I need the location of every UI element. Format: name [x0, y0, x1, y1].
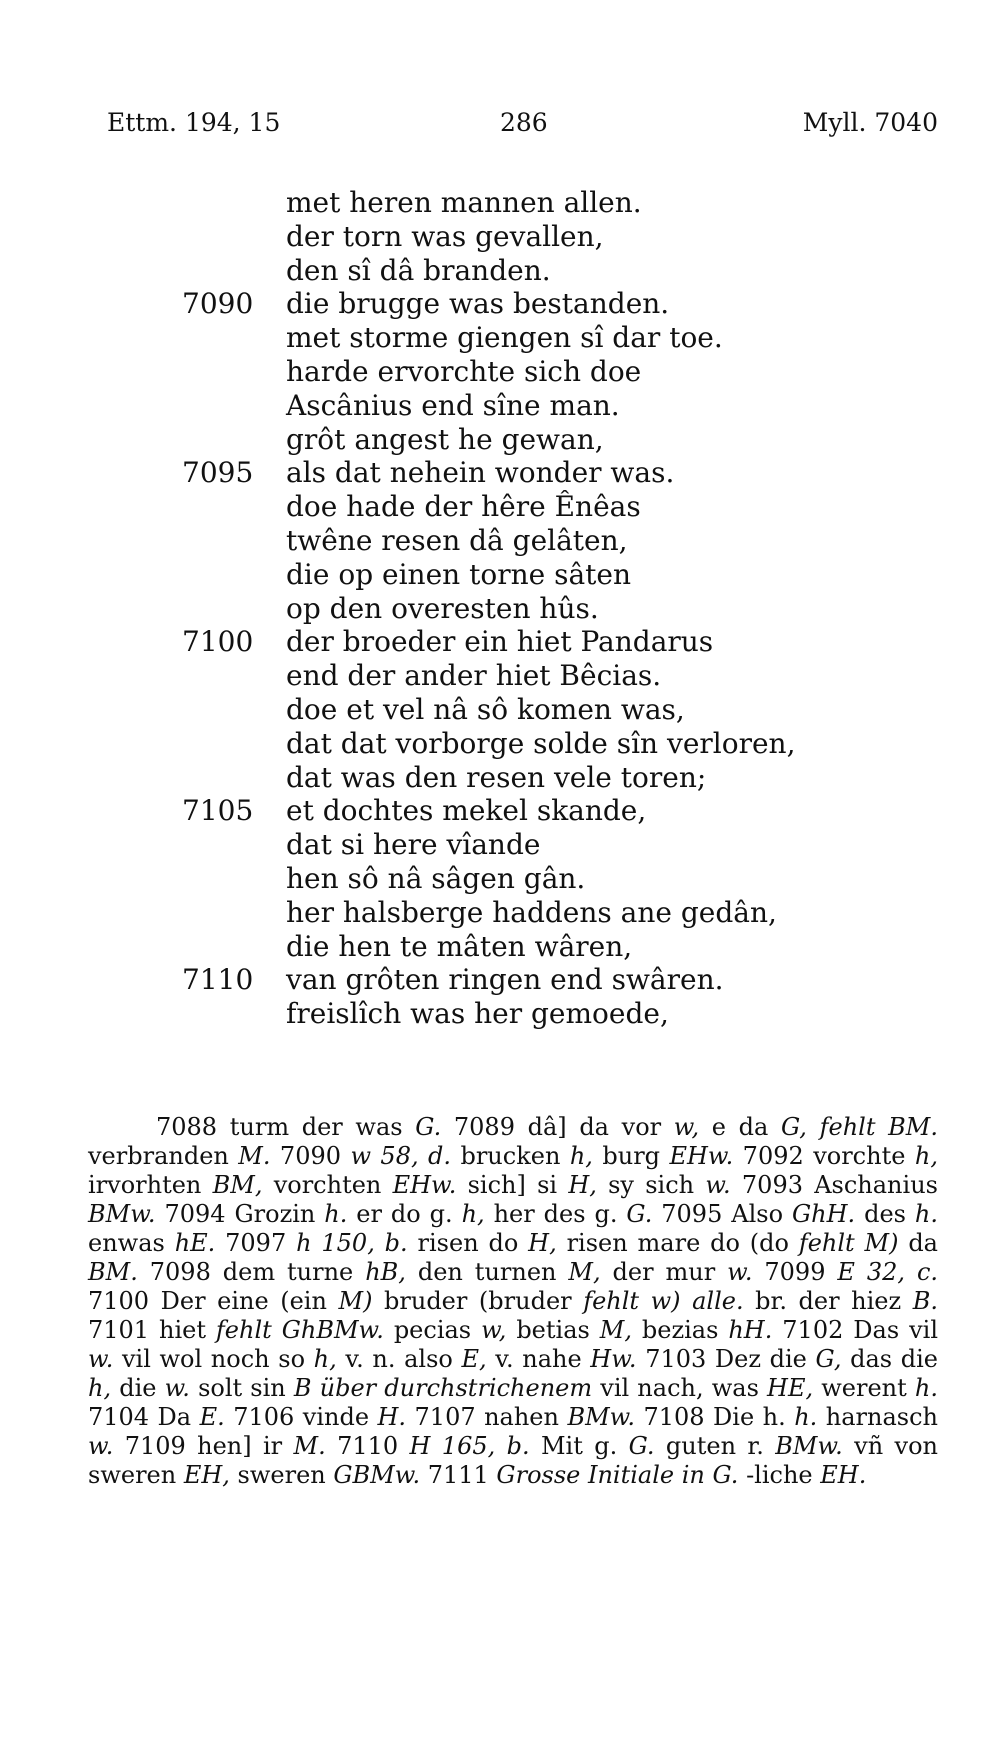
apparatus-siglum: w. — [88, 1432, 114, 1460]
apparatus-text: 7111 — [420, 1461, 497, 1489]
apparatus-siglum: Hw. — [590, 1345, 637, 1373]
verse-text: met storme giengen sî dar toe. — [286, 321, 723, 355]
apparatus-siglum: G, — [780, 1113, 807, 1141]
apparatus-text: sich] si — [456, 1171, 569, 1199]
apparatus-text: risen mare do (do — [556, 1229, 799, 1257]
apparatus-text: br. der hiez — [743, 1287, 913, 1315]
apparatus-siglum: M, — [568, 1258, 601, 1286]
verse-line — [0, 896, 1000, 930]
verse-line — [0, 558, 1000, 592]
apparatus-text: 7095 Also — [652, 1200, 792, 1228]
apparatus-siglum: h. — [324, 1200, 348, 1228]
verse-text: die brugge was bestanden. — [286, 287, 670, 321]
apparatus-siglum: h, — [313, 1345, 337, 1373]
apparatus-siglum: E, — [461, 1345, 487, 1373]
verse-line — [0, 693, 1000, 727]
apparatus-siglum: H 165, b. — [409, 1432, 530, 1460]
verse-text: Ascânius end sîne man. — [286, 388, 620, 422]
apparatus-siglum: Grosse Initiale in G. — [496, 1461, 739, 1489]
verse-text: met heren mannen allen. — [286, 186, 642, 219]
apparatus-text: 7107 nahen — [406, 1403, 568, 1431]
verse-line — [0, 220, 1000, 254]
verse-text: doe hade der hêre Ênêas — [286, 490, 641, 524]
apparatus-text: 7098 dem turne — [137, 1258, 366, 1286]
verse-text: twêne resen dâ gelâten, — [286, 523, 628, 557]
verse-number: 7095 — [182, 456, 254, 490]
apparatus-siglum: BM, — [212, 1171, 263, 1199]
apparatus-siglum: EHw. — [392, 1171, 457, 1199]
verse-text: dat si here vîande — [286, 828, 541, 862]
verse-text: den sî dâ branden. — [286, 253, 551, 287]
apparatus-siglum: hH. — [728, 1316, 773, 1344]
apparatus-siglum: B. — [912, 1287, 938, 1315]
apparatus-text: betias — [506, 1316, 600, 1344]
apparatus-siglum: M, — [599, 1316, 632, 1344]
verse-text: der broeder ein hiet Pandarus — [286, 625, 714, 659]
apparatus-siglum: GBMw. — [333, 1461, 421, 1489]
verse-line — [0, 389, 1000, 423]
verse-text: her halsberge haddens ane gedân, — [286, 895, 777, 929]
apparatus-text: 7102 Das vil — [772, 1316, 938, 1344]
apparatus-text: enwas — [88, 1229, 175, 1257]
apparatus-siglum: HE, — [767, 1374, 814, 1402]
verse-number: 7110 — [182, 963, 254, 997]
verse-text: freislîch was her gemoede, — [286, 997, 669, 1031]
apparatus-text: -liche — [738, 1461, 821, 1489]
apparatus-siglum: h. — [794, 1403, 818, 1431]
verse-number: 7090 — [182, 287, 254, 321]
verse-line — [0, 456, 1000, 490]
verse-text: van grôten ringen end swâren. — [286, 963, 724, 997]
verse-line — [0, 186, 1000, 220]
apparatus-siglum: H, — [568, 1171, 597, 1199]
verse-line — [0, 254, 1000, 288]
apparatus-text: die — [111, 1374, 165, 1402]
apparatus-siglum: G. — [626, 1200, 653, 1228]
apparatus-siglum: M) — [338, 1287, 373, 1315]
apparatus-siglum: w, — [673, 1113, 700, 1141]
verse-line — [0, 592, 1000, 626]
verse-text: der torn was gevallen, — [286, 219, 604, 253]
apparatus-text: 7110 — [325, 1432, 410, 1460]
apparatus-text: 7108 Die h. — [635, 1403, 795, 1431]
apparatus-text: 7106 vinde — [224, 1403, 378, 1431]
verse-text: doe et vel nâ sô komen was, — [286, 692, 685, 726]
apparatus-text: her des g. — [484, 1200, 627, 1228]
verse-line — [0, 930, 1000, 964]
verse-line — [0, 963, 1000, 997]
verse-text: hen sô nâ sâgen gân. — [286, 861, 586, 895]
apparatus-text: 7093 Aschanius — [730, 1171, 938, 1199]
apparatus-text: risen do — [407, 1229, 529, 1257]
apparatus-siglum: BM. — [88, 1258, 138, 1286]
apparatus-text: den turnen — [405, 1258, 569, 1286]
apparatus-siglum: w 58, d. — [350, 1142, 452, 1170]
verse-line — [0, 287, 1000, 321]
verse-text: die op einen torne sâten — [286, 557, 632, 591]
verse-line — [0, 862, 1000, 896]
verse-line — [0, 524, 1000, 558]
apparatus-paragraph — [88, 1113, 938, 1490]
verse-line — [0, 761, 1000, 795]
verse-line — [0, 727, 1000, 761]
apparatus-text: das die — [841, 1345, 938, 1373]
verse-text: die hen te mâten wâren, — [286, 929, 633, 963]
apparatus-siglum: hB, — [365, 1258, 406, 1286]
apparatus-text: 7099 — [752, 1258, 838, 1286]
apparatus-siglum: fehlt GhBMw. — [215, 1316, 384, 1344]
apparatus-text: 7097 — [215, 1229, 297, 1257]
verse-text: dat was den resen vele toren; — [286, 760, 707, 794]
verse-line — [0, 828, 1000, 862]
verse-line — [0, 625, 1000, 659]
apparatus-siglum: w. — [88, 1345, 114, 1373]
apparatus-text: sy sich — [596, 1171, 706, 1199]
apparatus-text — [807, 1113, 820, 1141]
verse-line — [0, 355, 1000, 389]
apparatus-siglum: E 32, c. — [837, 1258, 939, 1286]
apparatus-siglum: M. — [238, 1142, 271, 1170]
verse-number: 7100 — [182, 625, 254, 659]
apparatus-siglum: fehlt BM. — [819, 1113, 938, 1141]
apparatus-siglum: h. — [914, 1200, 938, 1228]
apparatus-text: vil nach, was — [592, 1374, 768, 1402]
verse-text: dat dat vorborge solde sîn verloren, — [286, 726, 796, 760]
running-header — [0, 108, 1000, 148]
verse-number: 7105 — [182, 794, 254, 828]
apparatus-text: sweren — [229, 1461, 334, 1489]
apparatus-text: burg — [592, 1142, 670, 1170]
apparatus-text: vorchten — [262, 1171, 393, 1199]
apparatus-text: v. nahe — [486, 1345, 591, 1373]
verse-text: et dochtes mekel skande, — [286, 794, 647, 828]
apparatus-siglum: w. — [727, 1258, 753, 1286]
apparatus-text: v. n. also — [336, 1345, 462, 1373]
apparatus-siglum: EHw. — [669, 1142, 734, 1170]
apparatus-siglum: E. — [199, 1403, 225, 1431]
apparatus-siglum: h, — [914, 1142, 938, 1170]
page-number: 286 — [500, 108, 548, 137]
apparatus-siglum: H, — [528, 1229, 557, 1257]
apparatus-siglum: EH, — [183, 1461, 230, 1489]
apparatus-text: harnasch — [817, 1403, 938, 1431]
apparatus-text: 7089 dâ] da vor — [441, 1113, 674, 1141]
verse-text: harde ervorchte sich doe — [286, 354, 642, 388]
verse-line — [0, 423, 1000, 457]
apparatus-siglum: G. — [415, 1113, 442, 1141]
apparatus-text: pecias — [383, 1316, 482, 1344]
apparatus-siglum: h, — [461, 1200, 485, 1228]
apparatus-text: brucken — [451, 1142, 570, 1170]
apparatus-siglum: G. — [628, 1432, 655, 1460]
apparatus-siglum: GhH. — [791, 1200, 856, 1228]
verse-line — [0, 659, 1000, 693]
apparatus-text: 7092 vorchte — [733, 1142, 915, 1170]
apparatus-siglum: h, — [569, 1142, 593, 1170]
apparatus-text: 7109 hen] ir — [113, 1432, 294, 1460]
apparatus-text: da — [898, 1229, 938, 1257]
apparatus-text: 7094 Grozin — [155, 1200, 325, 1228]
verse-text: op den overesten hûs. — [286, 591, 599, 625]
verse-text: als dat nehein wonder was. — [286, 456, 675, 490]
verse-line — [0, 490, 1000, 524]
apparatus-siglum: M. — [293, 1432, 326, 1460]
verse-block — [0, 186, 1000, 1031]
apparatus-text: der mur — [600, 1258, 728, 1286]
apparatus-siglum: fehlt M) — [798, 1229, 899, 1257]
apparatus-text: 7088 turm der was — [156, 1113, 416, 1141]
apparatus-text: 7100 Der eine (ein — [88, 1287, 339, 1315]
verse-line — [0, 321, 1000, 355]
header-left-reference: Ettm. 194, 15 — [107, 108, 281, 137]
apparatus-siglum: fehlt w) alle. — [583, 1287, 744, 1315]
apparatus-siglum: w. — [164, 1374, 190, 1402]
apparatus-text: vñ von sweren — [88, 1432, 938, 1489]
apparatus-siglum: H. — [377, 1403, 407, 1431]
apparatus-siglum: hE. — [174, 1229, 216, 1257]
apparatus-siglum: G, — [815, 1345, 842, 1373]
apparatus-siglum: h. — [914, 1374, 939, 1402]
verse-text: end der ander hiet Bêcias. — [286, 659, 662, 693]
apparatus-text: des — [855, 1200, 915, 1228]
critical-apparatus — [88, 1113, 938, 1490]
apparatus-siglum: w. — [705, 1171, 731, 1199]
apparatus-siglum: B über durchstrichenem — [293, 1374, 593, 1402]
apparatus-siglum: BMw. — [567, 1403, 635, 1431]
apparatus-siglum: BMw. — [775, 1432, 843, 1460]
apparatus-siglum: BMw. — [88, 1200, 156, 1228]
apparatus-siglum: EH. — [820, 1461, 867, 1489]
apparatus-text: bezias — [631, 1316, 729, 1344]
apparatus-siglum: w, — [481, 1316, 507, 1344]
apparatus-text: 7104 Da — [88, 1403, 200, 1431]
apparatus-text: guten r. — [654, 1432, 776, 1460]
apparatus-text: solt sin — [189, 1374, 294, 1402]
apparatus-text: er do g. — [347, 1200, 462, 1228]
apparatus-text: bruder (bruder — [372, 1287, 584, 1315]
apparatus-text: Mit g. — [529, 1432, 629, 1460]
apparatus-text: e da — [699, 1113, 781, 1141]
apparatus-text: verbranden — [88, 1142, 239, 1170]
apparatus-text: werent — [813, 1374, 915, 1402]
apparatus-text: 7090 — [270, 1142, 351, 1170]
apparatus-siglum: h 150, b. — [296, 1229, 408, 1257]
header-right-reference: Myll. 7040 — [802, 108, 938, 137]
verse-text: grôt angest he gewan, — [286, 422, 604, 456]
apparatus-text: 7101 hiet — [88, 1316, 216, 1344]
apparatus-text: 7103 Dez die — [636, 1345, 816, 1373]
apparatus-text: vil wol noch so — [113, 1345, 314, 1373]
verse-line — [0, 997, 1000, 1031]
verse-line — [0, 794, 1000, 828]
apparatus-text: irvorhten — [88, 1171, 213, 1199]
apparatus-siglum: h, — [88, 1374, 112, 1402]
